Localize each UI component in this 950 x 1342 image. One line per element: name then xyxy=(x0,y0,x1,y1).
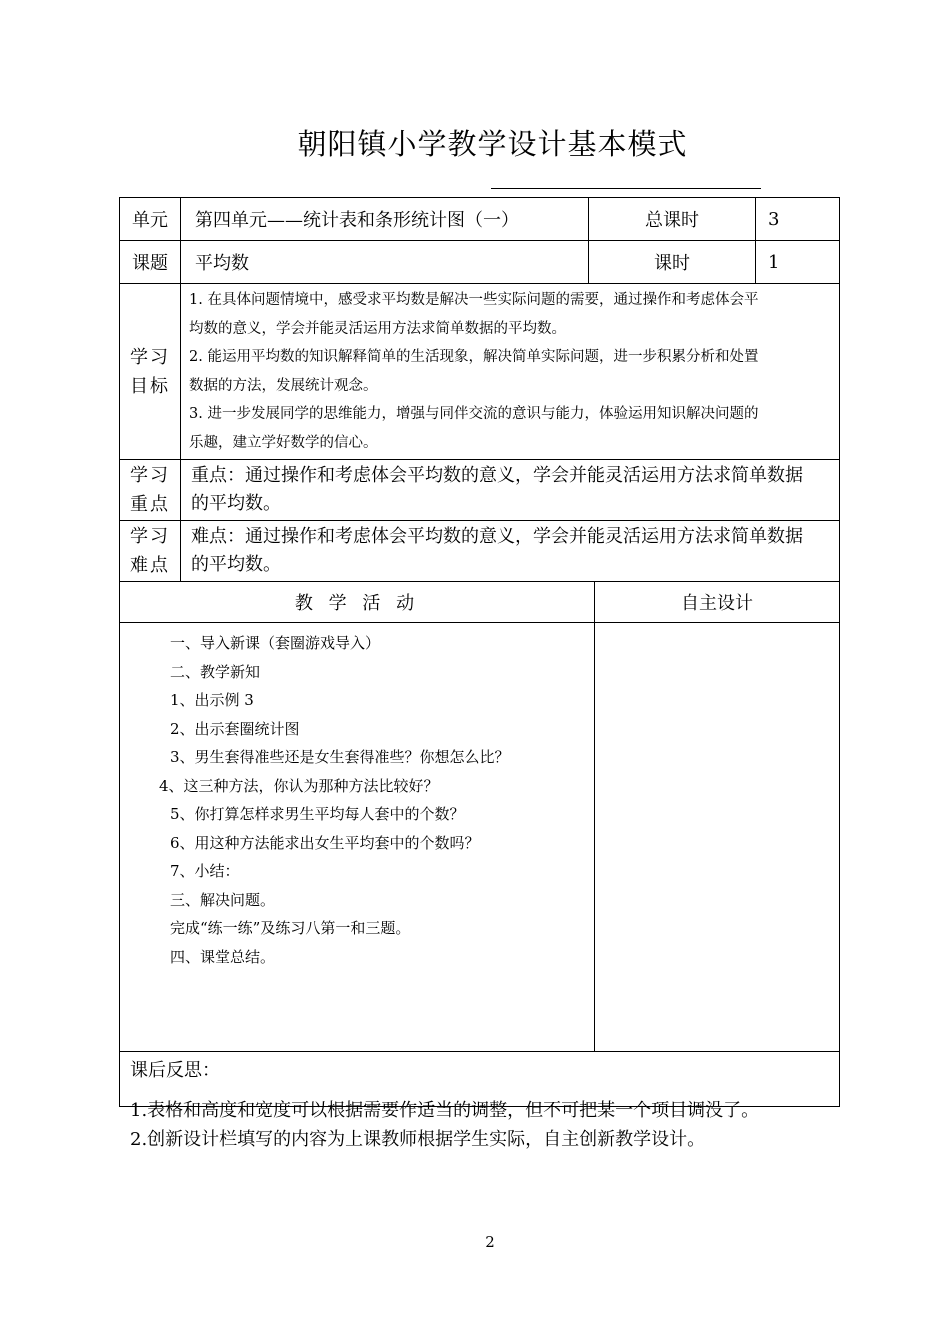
key-point-text xyxy=(181,460,840,521)
activity-line: 7、小结： xyxy=(170,862,240,880)
key-point-label-line: 学习 xyxy=(130,465,170,486)
goal-line: 数据的方法，发展统计观念。 xyxy=(189,377,378,394)
difficulty-line: 的平均数。 xyxy=(191,554,281,575)
topic-row xyxy=(120,241,840,284)
activity-line: 四、课堂总结。 xyxy=(170,947,276,966)
goals-row xyxy=(120,284,840,460)
difficulty-label-line: 难点 xyxy=(130,555,170,576)
unit-value: 第四单元——统计表和条形统计图（一） xyxy=(181,198,589,241)
title-underline xyxy=(491,188,761,189)
activities-row xyxy=(120,623,840,1052)
difficulty-line: 难点：通过操作和考虑体会平均数的意义，学会并能灵活运用方法求简单数据 xyxy=(191,526,803,547)
topic-label: 课题 xyxy=(120,241,181,284)
goal-line: 乐趣，建立学好数学的信心。 xyxy=(189,434,378,451)
footnotes xyxy=(130,1096,850,1154)
goals-text xyxy=(181,284,840,460)
unit-label: 单元 xyxy=(120,198,181,241)
activity-line: 5、你打算怎样求男生平均每人套中的个数？ xyxy=(170,805,465,823)
key-point-label-line: 重点 xyxy=(130,494,170,515)
difficulty-row xyxy=(120,521,840,582)
key-point-label xyxy=(120,460,181,521)
goals-label-line: 学习 xyxy=(130,346,170,368)
activity-line: 2、出示套圈统计图 xyxy=(170,719,300,738)
topic-value: 平均数 xyxy=(181,241,589,284)
total-periods-value: 3 xyxy=(756,198,840,241)
period-value: 1 xyxy=(756,241,840,284)
footnote-line: 1.表格和高度和宽度可以根据需要作适当的调整，但不可把某一个项目调没了。 xyxy=(130,1100,760,1121)
lesson-plan-table xyxy=(119,197,840,1107)
goal-line: 2. 能运用平均数的知识解释简单的生活现象，解决简单实际问题，进一步积累分析和处置 xyxy=(189,349,759,365)
activity-line: 6、用这种方法能求出女生平均套中的个数吗？ xyxy=(170,833,480,852)
period-label: 课时 xyxy=(589,241,756,284)
activities-header-row xyxy=(120,582,840,623)
activities-body xyxy=(120,623,595,1052)
page-number: 2 xyxy=(485,1233,495,1251)
activity-line: 1、出示例 3 xyxy=(170,691,254,709)
activity-line: 4、这三种方法，你认为那种方法比较好？ xyxy=(159,776,439,795)
activity-line: 3、男生套得准些还是女生套得准些？你想怎么比？ xyxy=(170,748,510,766)
goals-label-line: 目标 xyxy=(130,375,170,397)
difficulty-text xyxy=(181,521,840,582)
goals-label xyxy=(120,284,181,460)
activity-line: 二、教学新知 xyxy=(170,662,261,681)
key-point-row xyxy=(120,460,840,521)
key-point-line: 重点：通过操作和考虑体会平均数的意义，学会并能灵活运用方法求简单数据 xyxy=(191,465,803,486)
activity-line: 完成“练一练”及练习八第一和三题。 xyxy=(170,919,411,937)
self-design-header: 自主设计 xyxy=(595,582,840,623)
footnote-line: 2.创新设计栏填写的内容为上课教师根据学生实际，自主创新教学设计。 xyxy=(130,1129,706,1150)
total-periods-label: 总课时 xyxy=(589,198,756,241)
unit-row xyxy=(120,198,840,241)
key-point-line: 的平均数。 xyxy=(191,493,281,514)
difficulty-label-line: 学习 xyxy=(130,526,170,547)
goal-line: 3. 进一步发展同学的思维能力，增强与同伴交流的意识与能力，体验运用知识解决问题的 xyxy=(189,406,759,422)
difficulty-label xyxy=(120,521,181,582)
self-design-body xyxy=(595,623,840,1052)
document-title: 朝阳镇小学教学设计基本模式 xyxy=(297,127,688,161)
activity-line: 一、导入新课（套圈游戏导入） xyxy=(170,634,381,652)
reflection-label: 课后反思： xyxy=(120,1052,840,1107)
goal-line: 1. 在具体问题情境中，感受求平均数是解决一些实际问题的需要，通过操作和考虑体会平 xyxy=(189,292,759,308)
goal-line: 均数的意义，学会并能灵活运用方法求简单数据的平均数。 xyxy=(189,320,566,337)
activity-line: 三、解决问题。 xyxy=(170,890,276,909)
activities-header: 教 学 活 动 xyxy=(120,582,595,623)
